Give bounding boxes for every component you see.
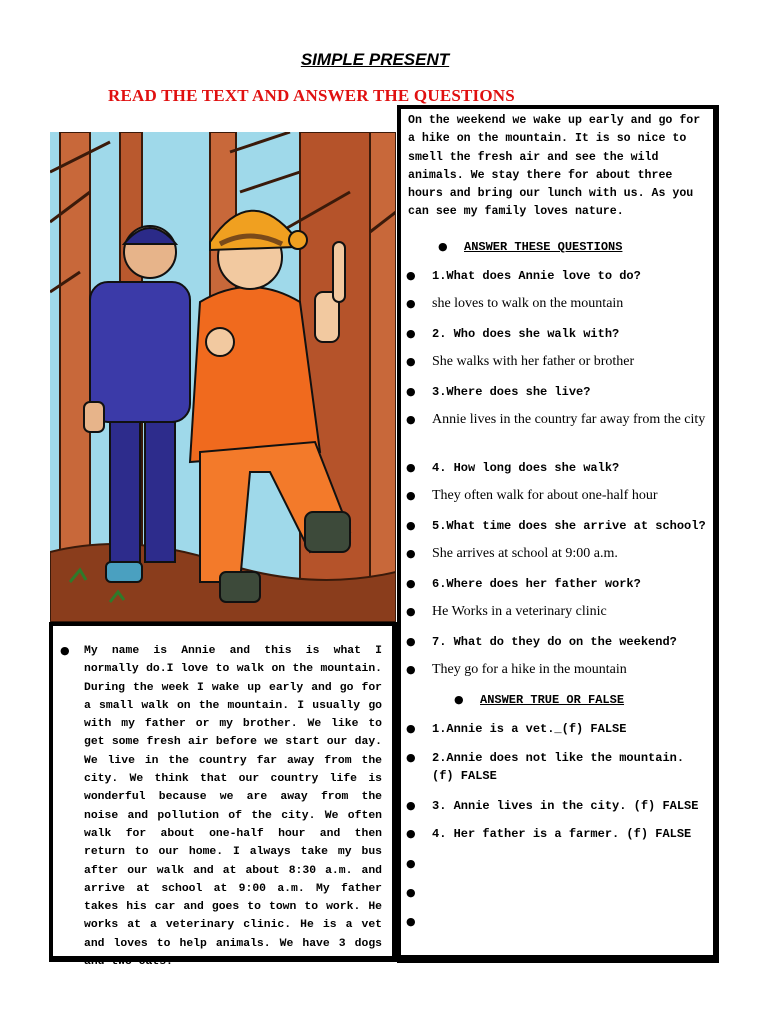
answer-item: ● she loves to walk on the mountain — [406, 296, 624, 311]
answer-item: ● They go for a hike in the mountain — [406, 662, 627, 677]
answer-item: ● He Works in a veterinary clinic — [406, 604, 607, 619]
bullet-icon: ● — [406, 547, 416, 560]
bullet-icon: ● — [406, 489, 416, 502]
bullet-icon: ● — [454, 693, 464, 706]
page-subtitle: READ THE TEXT AND ANSWER THE QUESTIONS — [108, 86, 515, 105]
bullet-icon: ● — [406, 413, 416, 426]
bullet-icon: ● — [60, 644, 70, 657]
bullet-icon: ● — [406, 297, 416, 310]
question-item: ● 1.What does Annie love to do? — [406, 269, 641, 283]
bullet-icon: ● — [438, 240, 448, 253]
bullet-icon: ● — [406, 635, 416, 648]
question-item: ● 2. Who does she walk with? — [406, 327, 620, 341]
bullet-icon: ● — [406, 355, 416, 368]
true-false-item: ● 2.Annie does not like the mountain. (f) FALSE — [406, 751, 685, 783]
bullet-icon: ● — [406, 799, 416, 812]
true-false-item: ● 3. Annie lives in the city. (f) FALSE — [406, 799, 699, 813]
page-title: SIMPLE PRESENT — [300, 50, 450, 69]
section-heading-true-false: ● ANSWER TRUE OR FALSE — [454, 693, 625, 707]
bullet-icon: ● — [406, 663, 416, 676]
bullet-icon: ● — [406, 461, 416, 474]
bullet-icon: ● — [406, 722, 416, 735]
bullet-icon: ● — [406, 915, 416, 928]
bullet-icon: ● — [406, 886, 416, 899]
bullet-icon: ● — [406, 857, 416, 870]
bullet-icon: ● — [406, 519, 416, 532]
section-heading-questions: ● ANSWER THESE QUESTIONS — [438, 240, 623, 254]
question-item: ● 7. What do they do on the weekend? — [406, 635, 677, 649]
intro-text: On the weekend we wake up early and go for a hike on the mountain. It is so nice to smell the fresh air and see the wild animals. We stay there for about three hours and bring our lunch with us. As you can see my family loves nature. — [408, 114, 701, 219]
bullet-icon: ● — [406, 269, 416, 282]
question-item: ● 5.What time does she arrive at school? — [406, 519, 706, 533]
bullet-icon: ● — [406, 327, 416, 340]
true-false-item: ● 4. Her father is a farmer. (f) FALSE — [406, 827, 692, 841]
answer-item: ● She arrives at school at 9:00 a.m. — [406, 546, 618, 561]
story-text: My name is Annie and this is what I normally do.I love to walk on the mountain. During the week I wake up early and go for a small walk on the mountain. I usually go with my father or my brother. We like to get some fresh air before we start our day. We live in the country far away from the city. We think that our country life is wonderful because we are away from the noise and pollution of the city. We often walk for about one-half hour and then return to our home. I always take my bus after our walk and at about 8:30 a.m. and arrive at school at 9:00 a.m. My father takes his car and goes to town to work. He works at a veterinary clinic. He is a vet and loves to help animals. We have 3 dogs and two cats. — [84, 645, 382, 969]
bullet-icon: ● — [406, 751, 416, 764]
question-item: ● 4. How long does she walk? — [406, 461, 620, 475]
bullet-icon: ● — [406, 385, 416, 398]
hikers-illustration — [50, 132, 396, 622]
true-false-item: ● 1.Annie is a vet._(f) FALSE — [406, 722, 627, 736]
bullet-icon: ● — [406, 577, 416, 590]
bullet-icon: ● — [406, 827, 416, 840]
answer-item: ● Annie lives in the country far away from the city — [406, 412, 706, 427]
question-item: ● 3.Where does she live? — [406, 385, 591, 399]
answer-item: ● She walks with her father or brother — [406, 354, 635, 369]
answer-item: ● They often walk for about one-half hour — [406, 488, 658, 503]
bullet-icon: ● — [406, 605, 416, 618]
question-item: ● 6.Where does her father work? — [406, 577, 641, 591]
